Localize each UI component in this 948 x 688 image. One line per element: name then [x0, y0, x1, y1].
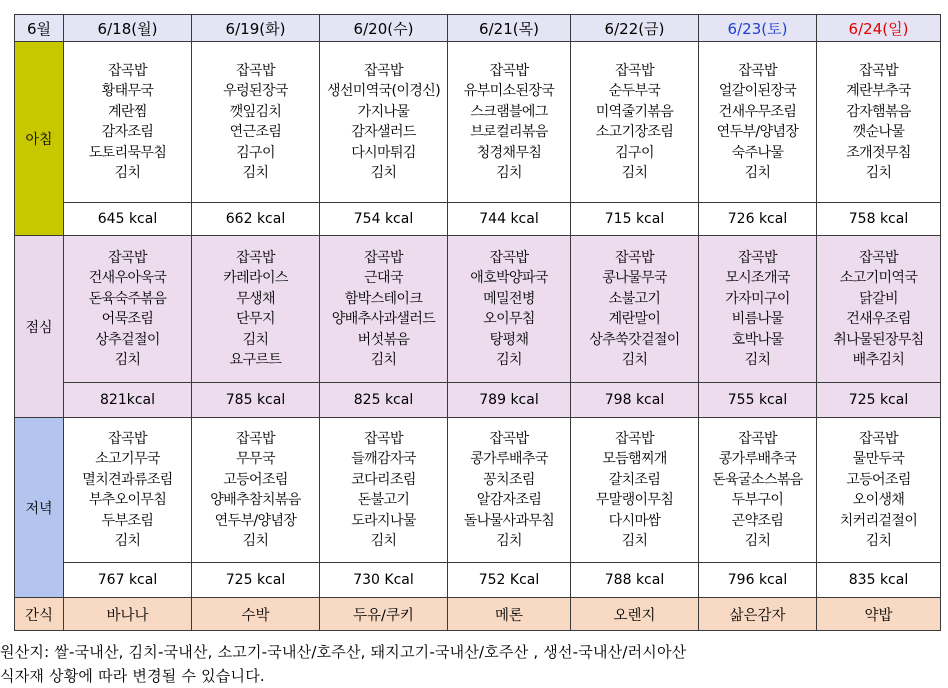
menu-item: 잡곡밥	[108, 62, 147, 79]
menu-item: 김치	[865, 165, 892, 181]
menu-item: 잡곡밥	[859, 249, 898, 266]
menu-item: 상추쑥갓겉절이	[589, 331, 680, 348]
menu-item: 생선미역국(이경신)	[326, 83, 441, 99]
header-row	[15, 15, 941, 42]
menu-item: 김구이	[236, 144, 275, 161]
day-header: 6/21(목)	[448, 15, 571, 42]
lunch-menu-cell	[817, 236, 941, 383]
origin-note: 원산지: 쌀-국내산, 김치-국내산, 소고기-국내산/호주산, 돼지고기-국내산/호주산 , 생선-국내산/러시아산	[0, 643, 687, 661]
menu-item: 계란부추국	[846, 83, 911, 99]
menu-item: 잡곡밥	[859, 430, 898, 447]
menu-item: 부추오이무침	[88, 492, 167, 508]
menu-item: 미역줄기볶음	[595, 103, 674, 120]
menu-item: 김치	[370, 533, 397, 549]
menu-item: 잡곡밥	[859, 62, 898, 79]
menu-item: 우렁된장국	[223, 83, 288, 99]
menu-item: 양배추참치볶음	[210, 492, 301, 508]
menu-item: 김치	[242, 165, 269, 181]
menu-item: 도토리묵무침	[88, 144, 167, 161]
menu-item: 잡곡밥	[489, 249, 529, 266]
snack-label: 간식	[15, 598, 64, 631]
menu-item: 카레라이스	[223, 270, 288, 286]
menu-item: 양배추사과샐러드	[331, 311, 436, 327]
menu-item: 순두부국	[608, 83, 661, 99]
menu-item: 김구이	[615, 144, 654, 161]
menu-item: 가지나물	[357, 103, 410, 120]
menu-item: 고등어조림	[223, 471, 288, 488]
lunch-kcal-row	[15, 383, 941, 418]
day-header: 6/19(화)	[192, 15, 320, 42]
menu-item: 탕평채	[489, 331, 529, 348]
menu-item: 스크램블에그	[470, 103, 548, 120]
breakfast-menu-cell	[817, 42, 941, 203]
menu-item: 무말랭이무침	[595, 492, 674, 508]
menu-item: 잡곡밥	[364, 62, 403, 79]
menu-item: 무생채	[236, 290, 275, 307]
menu-item: 돈육숙주볶음	[88, 290, 167, 307]
breakfast-kcal: 744 kcal	[448, 203, 571, 236]
dinner-kcal: 788 kcal	[571, 563, 699, 598]
snack-cell: 두유/쿠키	[320, 598, 448, 631]
lunch-menu-cell	[699, 236, 817, 383]
menu-item: 갈치조림	[608, 471, 661, 488]
menu-item: 건새우무조림	[718, 103, 797, 120]
lunch-kcal: 785 kcal	[192, 383, 320, 418]
dinner-kcal: 730 Kcal	[320, 563, 448, 598]
snack-cell: 삶은감자	[699, 598, 817, 631]
menu-item: 황태무국	[101, 83, 154, 99]
menu-item: 잡곡밥	[615, 249, 654, 266]
menu-item: 근대국	[364, 270, 403, 286]
breakfast-menu-cell	[699, 42, 817, 203]
menu-item: 김치	[621, 165, 648, 181]
menu-item: 어묵조림	[101, 311, 154, 327]
lunch-menu-cell	[192, 236, 320, 383]
menu-item: 김치	[744, 165, 771, 181]
menu-item: 김치	[370, 165, 397, 181]
menu-item: 잡곡밥	[364, 430, 403, 447]
dinner-kcal: 835 kcal	[817, 563, 941, 598]
menu-item: 김치	[242, 331, 269, 348]
menu-item: 잡곡밥	[489, 62, 529, 79]
breakfast-menu-cell	[320, 42, 448, 203]
menu-item: 알감자조림	[476, 492, 542, 508]
lunch-menu-cell	[64, 236, 192, 383]
menu-item: 김치	[114, 533, 141, 549]
breakfast-kcal-row	[15, 203, 941, 236]
menu-item: 단무지	[236, 311, 275, 327]
menu-item: 계란말이	[608, 311, 661, 327]
menu-item: 김치	[496, 165, 522, 181]
menu-item: 도라지나물	[351, 512, 416, 529]
dinner-menu-cell	[64, 418, 192, 563]
menu-item: 고등어조림	[846, 471, 911, 488]
snack-cell: 바나나	[64, 598, 192, 631]
breakfast-kcal: 645 kcal	[64, 203, 192, 236]
menu-item: 두부조림	[101, 512, 154, 529]
menu-item: 코다리조림	[351, 471, 416, 488]
menu-item: 오이생채	[852, 492, 905, 508]
dinner-menu-cell	[571, 418, 699, 563]
menu-item: 물만두국	[852, 451, 905, 467]
menu-item: 김치	[865, 533, 892, 549]
dinner-menu-cell	[448, 418, 571, 563]
menu-item: 잡곡밥	[615, 62, 654, 79]
menu-item: 김치	[370, 352, 397, 368]
dinner-menu-cell	[817, 418, 941, 563]
menu-item: 김치	[744, 533, 771, 549]
breakfast-menu-cell	[448, 42, 571, 203]
breakfast-kcal: 662 kcal	[192, 203, 320, 236]
menu-item: 잡곡밥	[108, 249, 147, 266]
menu-item: 감자조림	[101, 124, 154, 140]
menu-item: 소불고기	[608, 290, 661, 307]
breakfast-kcal: 715 kcal	[571, 203, 699, 236]
menu-item: 깻순나물	[852, 124, 905, 140]
menu-item: 얼갈이된장국	[718, 83, 797, 99]
menu-item: 계란찜	[108, 103, 147, 120]
notes	[0, 640, 686, 688]
menu-item: 연두부/양념장	[716, 124, 799, 140]
menu-item: 연두부/양념장	[214, 512, 297, 529]
menu-item: 콩나물무국	[602, 270, 667, 286]
menu-item: 김치	[621, 533, 648, 549]
lunch-kcal: 725 kcal	[817, 383, 941, 418]
menu-item: 감자햄볶음	[846, 103, 911, 120]
breakfast-menu-cell	[571, 42, 699, 203]
day-header-sunday: 6/24(일)	[817, 15, 941, 42]
lunch-kcal: 821kcal	[64, 383, 192, 418]
menu-item: 김치	[114, 352, 141, 368]
lunch-menu-cell	[320, 236, 448, 383]
menu-item: 배추김치	[852, 352, 905, 368]
menu-item: 깻잎김치	[229, 103, 282, 120]
breakfast-kcal: 754 kcal	[320, 203, 448, 236]
menu-item: 무무국	[236, 451, 275, 467]
menu-item: 브로컬리볶음	[470, 124, 548, 140]
dinner-kcal: 752 Kcal	[448, 563, 571, 598]
menu-item: 돈육굴소스볶음	[712, 471, 803, 488]
snack-cell: 메론	[448, 598, 571, 631]
dinner-menu-cell	[192, 418, 320, 563]
menu-item: 콩가루배추국	[470, 451, 548, 467]
menu-item: 버섯볶음	[357, 331, 410, 348]
lunch-menu-cell	[448, 236, 571, 383]
menu-item: 취나물된장무침	[833, 331, 924, 348]
menu-item: 꽁치조림	[483, 471, 535, 488]
menu-item: 연근조림	[229, 124, 282, 140]
dinner-menu-cell	[699, 418, 817, 563]
menu-item: 조개젓무침	[846, 144, 911, 161]
snack-cell: 오렌지	[571, 598, 699, 631]
menu-item: 메밀전병	[483, 290, 535, 307]
breakfast-menu-cell	[192, 42, 320, 203]
menu-item: 다시마튀김	[351, 144, 416, 161]
menu-item: 김치	[496, 533, 522, 549]
menu-item: 김치	[744, 352, 771, 368]
menu-item: 잡곡밥	[236, 249, 275, 266]
menu-item: 모듬햄찌개	[602, 451, 667, 467]
snack-cell: 약밥	[817, 598, 941, 631]
menu-item: 잡곡밥	[738, 430, 777, 447]
breakfast-label: 아침	[15, 42, 64, 236]
menu-item: 건새우조림	[846, 311, 911, 327]
dinner-kcal: 725 kcal	[192, 563, 320, 598]
snack-row	[15, 598, 941, 631]
menu-item: 곤약조림	[731, 512, 784, 529]
day-header-saturday: 6/23(토)	[699, 15, 817, 42]
lunch-kcal: 798 kcal	[571, 383, 699, 418]
menu-item: 들깨감자국	[351, 451, 416, 467]
menu-item: 유부미소된장국	[463, 83, 555, 99]
lunch-label: 점심	[15, 236, 64, 418]
dinner-kcal: 796 kcal	[699, 563, 817, 598]
weekly-menu-table	[14, 14, 941, 631]
menu-item: 김치	[621, 352, 648, 368]
lunch-items-row	[15, 236, 941, 383]
menu-item: 소고기장조림	[595, 124, 674, 140]
dinner-items-row	[15, 418, 941, 563]
menu-item: 잡곡밥	[236, 62, 275, 79]
menu-item: 잡곡밥	[236, 430, 275, 447]
menu-item: 닭갈비	[859, 290, 898, 307]
menu-item: 잡곡밥	[108, 430, 147, 447]
breakfast-menu-cell	[64, 42, 192, 203]
menu-item: 상추겉절이	[95, 331, 160, 348]
menu-item: 숙주나물	[731, 144, 784, 161]
menu-item: 애호박양파국	[470, 270, 548, 286]
menu-item: 잡곡밥	[489, 430, 529, 447]
menu-item: 호박나물	[731, 331, 784, 348]
menu-item: 다시마쌈	[608, 512, 661, 529]
menu-item: 김치	[496, 352, 522, 368]
month-label: 6월	[15, 15, 64, 42]
dinner-kcal: 767 kcal	[64, 563, 192, 598]
menu-item: 멸치견과류조림	[82, 471, 173, 488]
menu-body	[15, 15, 941, 631]
dinner-kcal-row	[15, 563, 941, 598]
dinner-menu-cell	[320, 418, 448, 563]
menu-item: 돌나물사과무침	[463, 512, 555, 529]
lunch-menu-cell	[571, 236, 699, 383]
dinner-label: 저녁	[15, 418, 64, 598]
breakfast-kcal: 758 kcal	[817, 203, 941, 236]
menu-item: 청경채무침	[476, 144, 542, 161]
change-note: 식자재 상황에 따라 변경될 수 있습니다.	[0, 667, 265, 685]
breakfast-kcal: 726 kcal	[699, 203, 817, 236]
day-header: 6/18(월)	[64, 15, 192, 42]
menu-item: 요구르트	[229, 352, 282, 368]
menu-item: 김치	[114, 165, 141, 181]
menu-item: 비름나물	[731, 311, 784, 327]
lunch-kcal: 755 kcal	[699, 383, 817, 418]
menu-item: 건새우아욱국	[88, 270, 167, 286]
menu-item: 감자샐러드	[351, 124, 416, 140]
menu-item: 잡곡밥	[738, 249, 777, 266]
lunch-kcal: 789 kcal	[448, 383, 571, 418]
menu-item: 모시조개국	[725, 270, 790, 286]
menu-item: 잡곡밥	[364, 249, 403, 266]
day-header: 6/22(금)	[571, 15, 699, 42]
menu-item: 콩가루배추국	[718, 451, 797, 467]
menu-item: 가자미구이	[725, 290, 790, 307]
breakfast-items-row	[15, 42, 941, 203]
menu-item: 김치	[242, 533, 269, 549]
day-header: 6/20(수)	[320, 15, 448, 42]
menu-item: 잡곡밥	[738, 62, 777, 79]
menu-item: 소고기무국	[95, 451, 160, 467]
menu-item: 함박스테이크	[344, 290, 423, 307]
menu-item: 돈불고기	[357, 492, 410, 508]
lunch-kcal: 825 kcal	[320, 383, 448, 418]
menu-item: 오이무침	[483, 311, 535, 327]
snack-cell: 수박	[192, 598, 320, 631]
menu-item: 두부구이	[731, 492, 784, 508]
menu-item: 소고기미역국	[839, 270, 918, 286]
menu-item: 치커리겉절이	[839, 512, 918, 529]
menu-item: 잡곡밥	[615, 430, 654, 447]
